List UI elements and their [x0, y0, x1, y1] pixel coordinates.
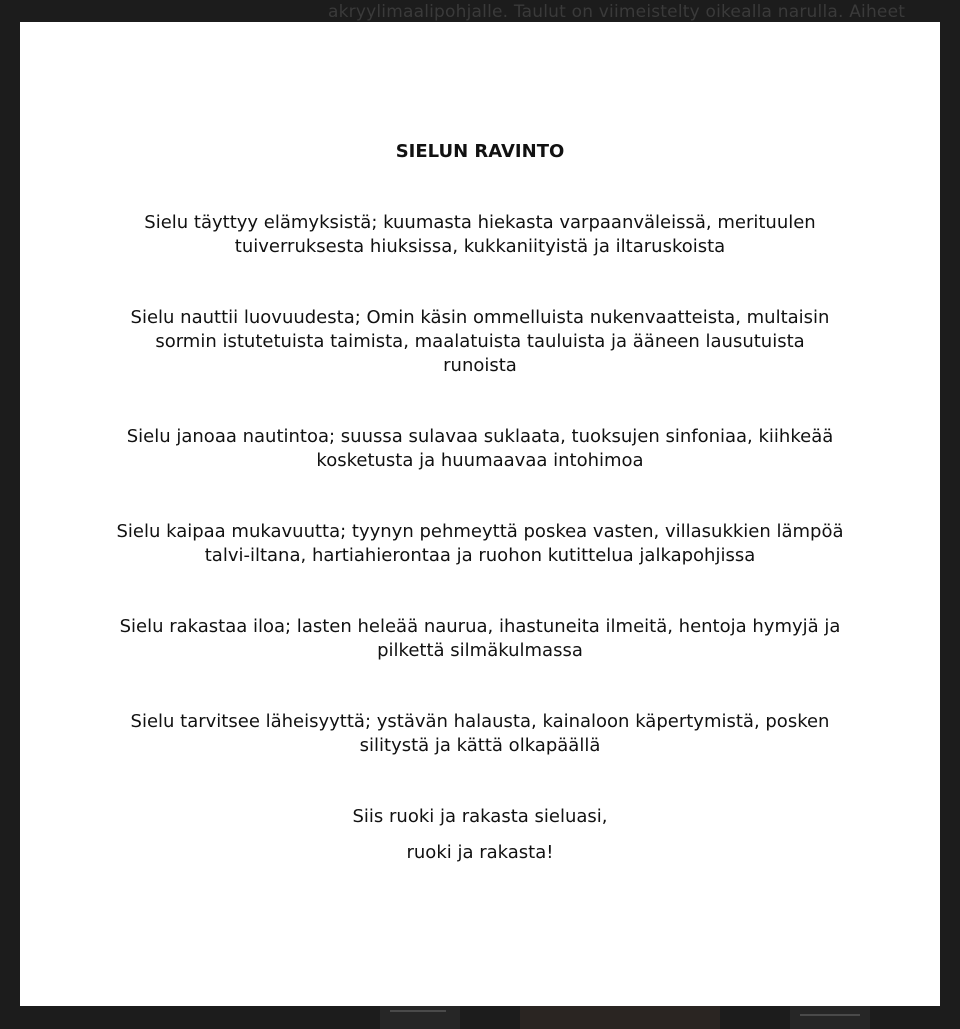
poem-stanza: Sielu tarvitsee läheisyyttä; ystävän halausta, kainaloon käpertymistä, posken silitystä ja kättä olkapäällä — [130, 711, 830, 756]
background-page-text: akryylimaalipohjalle. Taulut on viimeistelty oikealla narulla. Aiheet — [328, 2, 906, 22]
poem-title: SIELUN RAVINTO — [395, 141, 565, 162]
poem-stanza: Sielu janoaa nautintoa; suussa sulavaa suklaata, tuoksujen sinfoniaa, kiihkeää kosketusta ja huumaavaa intohimoa — [126, 426, 834, 471]
poem-stanza: Sielu täyttyy elämyksistä; kuumasta hiekasta varpaanväleissä, merituulen tuiverruksesta hiuksissa, kukkaniityistä ja iltaruskoista — [144, 212, 816, 257]
poem-stanza: Sielu rakastaa iloa; lasten heleää naurua, ihastuneita ilmeitä, hentoja hymyjä ja pilkettä silmäkulmassa — [119, 616, 841, 661]
poem-stanza: Sielu kaipaa mukavuutta; tyynyn pehmeyttä poskea vasten, villasukkien lämpöä talvi-iltana, hartiahierontaa ja ruohon kutittelua jalkapohjissa — [116, 521, 844, 566]
background-thumbnail — [790, 1006, 870, 1029]
poem-stanza: Sielu nauttii luovuudesta; Omin käsin ommelluista nukenvaatteista, multaisin sormin istutetuista taimista, maalatuista tauluista ja ääneen lausutuista runoista — [130, 307, 830, 376]
poem-closing-line: ruoki ja rakasta! — [406, 842, 554, 863]
background-thumbnail-caption — [800, 1014, 860, 1016]
background-thumbnail-strip — [0, 1006, 960, 1029]
poem — [20, 140, 940, 877]
background-thumbnail — [520, 1006, 720, 1029]
poem-image-overlay[interactable] — [20, 22, 940, 1006]
background-thumbnail-caption — [390, 1010, 446, 1012]
poem-closing-line: Siis ruoki ja rakasta sieluasi, — [352, 806, 608, 827]
